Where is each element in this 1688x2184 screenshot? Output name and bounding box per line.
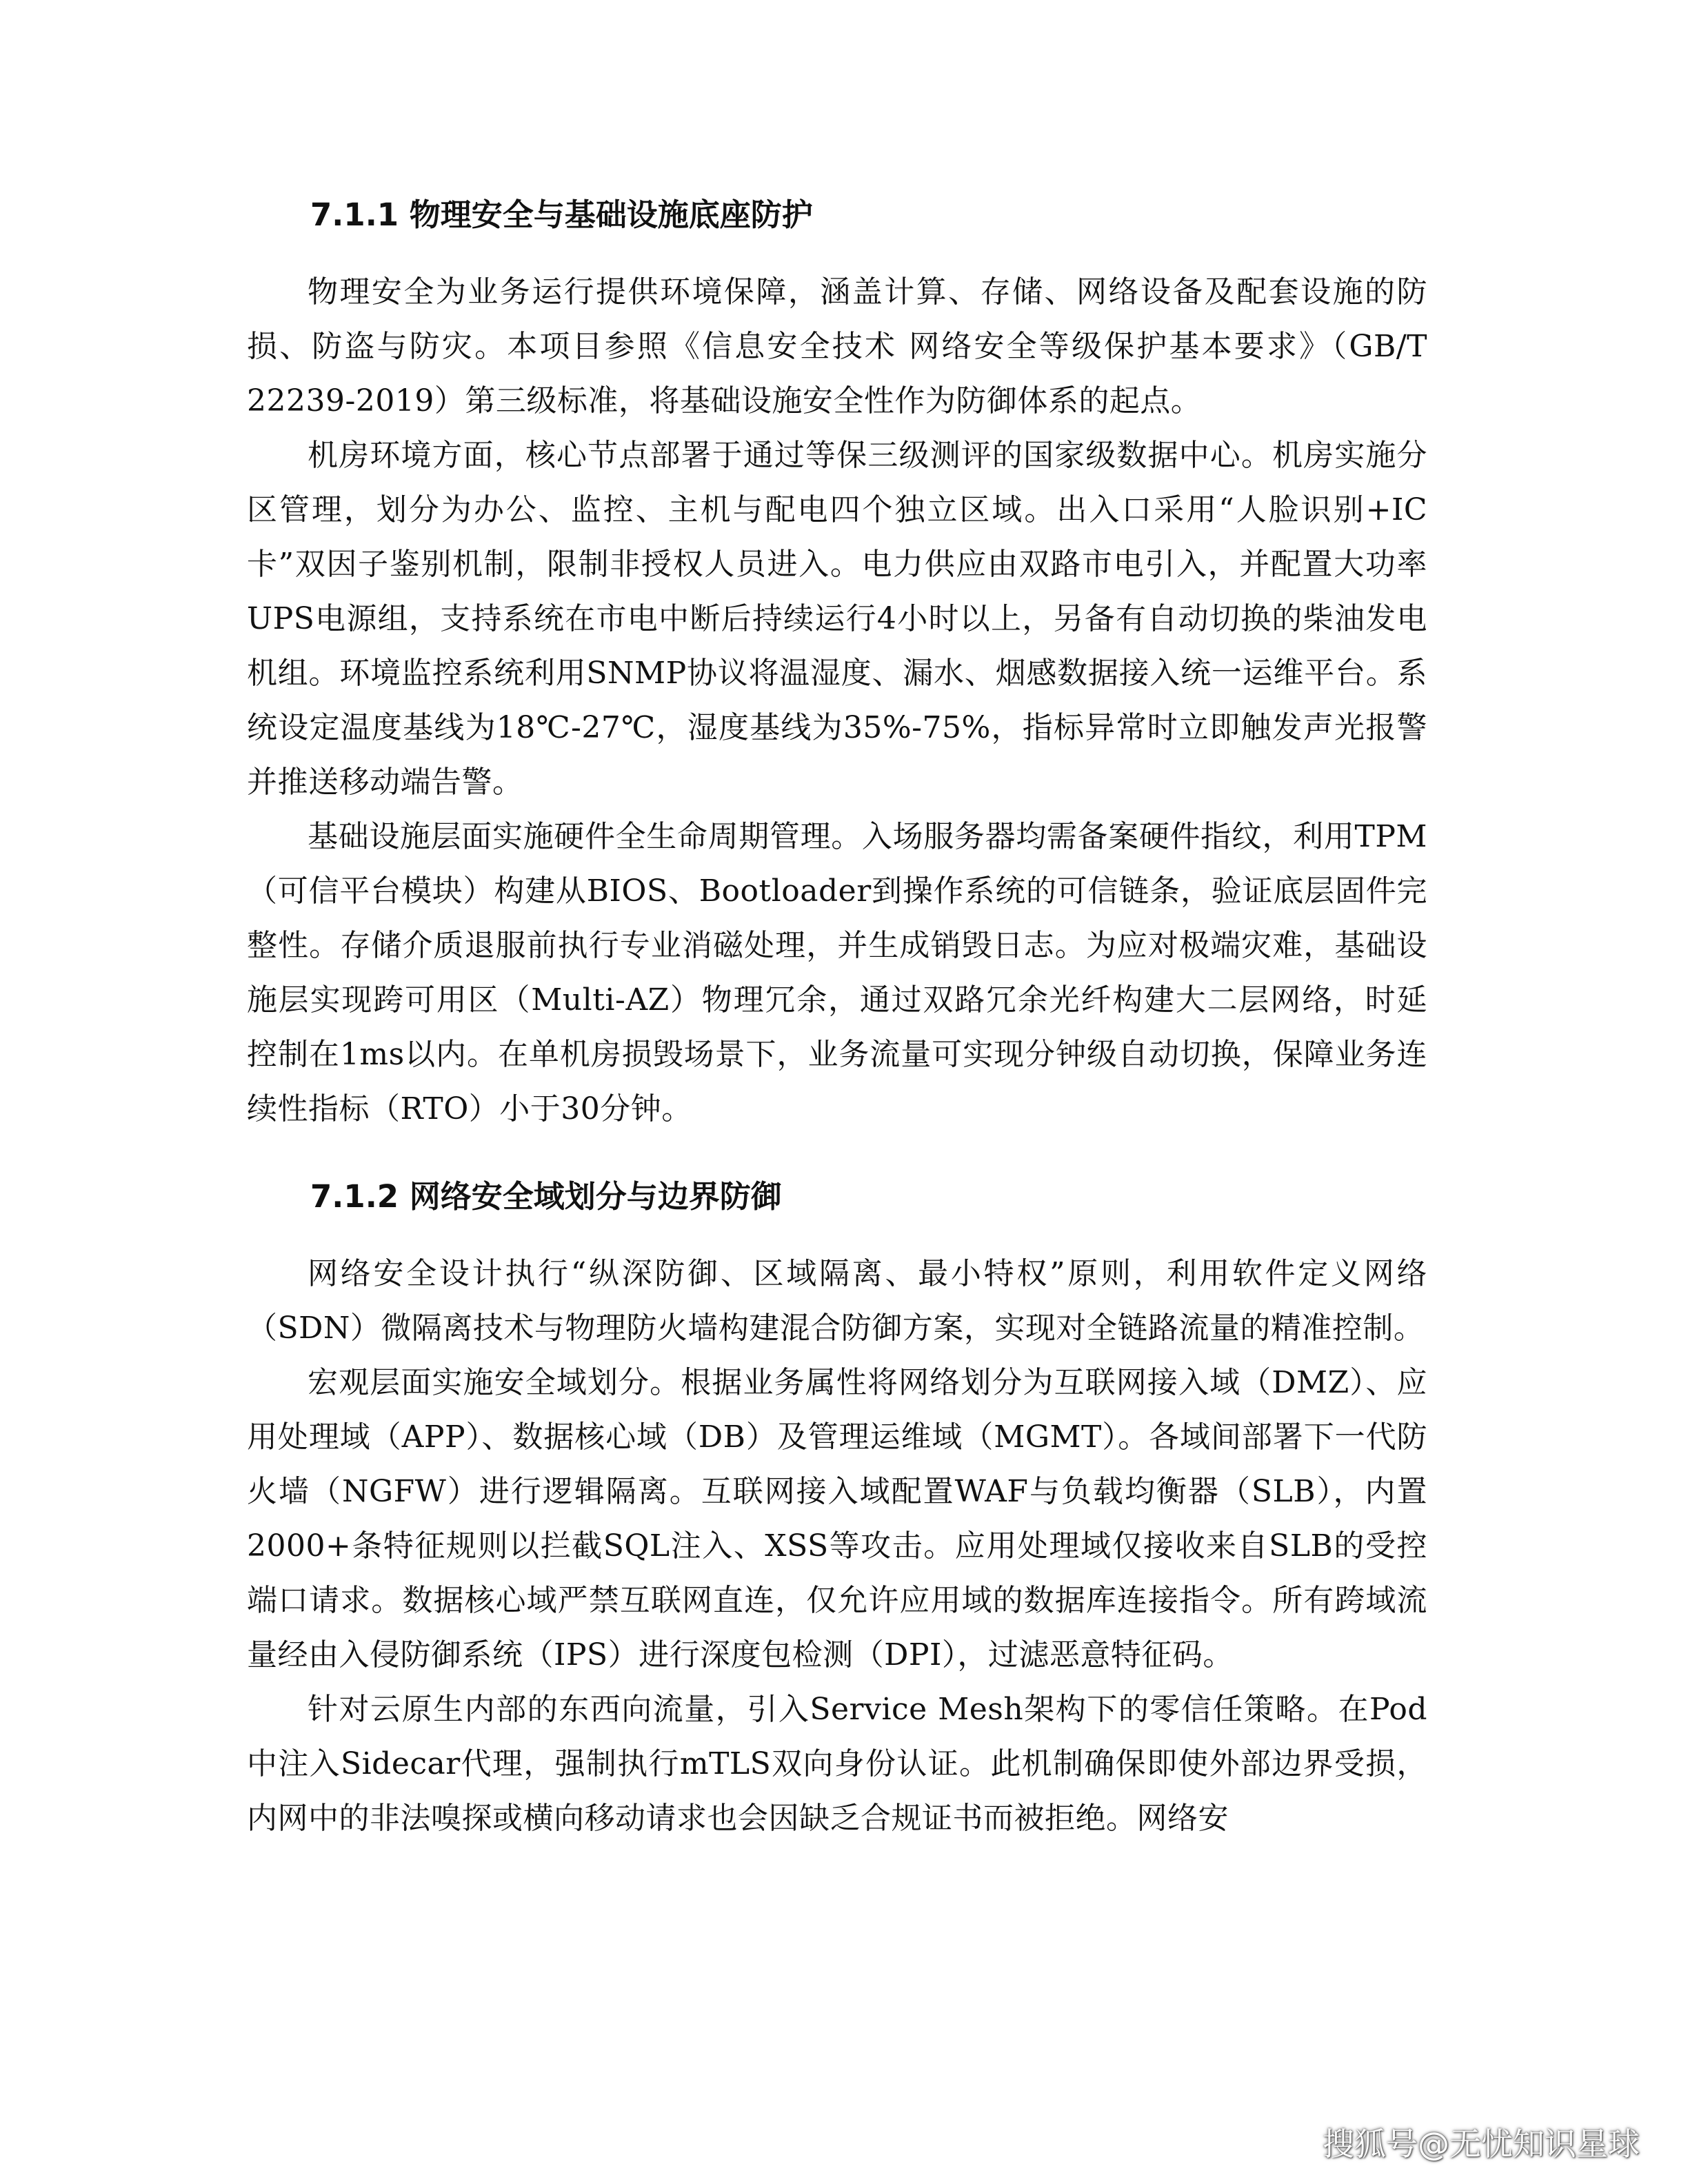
paragraph: 机房环境方面，核心节点部署于通过等保三级测评的国家级数据中心。机房实施分区管理，划分为办公、监控、主机与配电四个独立区域。出入口采用“人脸识别+IC卡”双因子鉴别机制，限制非授权人员进入。电力供应由双路市电引入，并配置大功率UPS电源组，支持系统在市电中断后持续运行4小时以上，另备有自动切换的柴油发电机组。环境监控系统利用SNMP协议将温湿度、漏水、烟感数据接入统一运维平台。系统设定温度基线为18℃-27℃，湿度基线为35%-75%，指标异常时立即触发声光报警并推送移动端告警。: [247, 438, 1427, 800]
section-heading-7-1-2: 7.1.2 网络安全域划分与边界防御: [310, 1178, 782, 1215]
paragraph: 基础设施层面实施硬件全生命周期管理。入场服务器均需备案硬件指纹，利用TPM（可信平台模块）构建从BIOS、Bootloader到操作系统的可信链条，验证底层固件完整性。存储介质退服前执行专业消磁处理，并生成销毁日志。为应对极端灾难，基础设施层实现跨可用区（Multi-AZ）物理冗余，通过双路冗余光纤构建大二层网络，时延控制在1ms以内。在单机房损毁场景下，业务流量可实现分钟级自动切换，保障业务连续性指标（RTO）小于30分钟。: [247, 819, 1427, 1126]
paragraph: 网络安全设计执行“纵深防御、区域隔离、最小特权”原则，利用软件定义网络（SDN）微隔离技术与物理防火墙构建混合防御方案，实现对全链路流量的精准控制。: [247, 1256, 1427, 1346]
paragraph: 物理安全为业务运行提供环境保障，涵盖计算、存储、网络设备及配套设施的防损、防盗与防灾。本项目参照《信息安全技术 网络安全等级保护基本要求》（GB/T 22239-2019）第三级标准，将基础设施安全性作为防御体系的起点。: [247, 274, 1427, 418]
paragraph: 宏观层面实施安全域划分。根据业务属性将网络划分为互联网接入域（DMZ）、应用处理域（APP）、数据核心域（DB）及管理运维域（MGMT）。各域间部署下一代防火墙（NGFW）进行逻辑隔离。互联网接入域配置WAF与负载均衡器（SLB），内置2000+条特征规则以拦截SQL注入、XSS等攻击。应用处理域仅接收来自SLB的受控端口请求。数据核心域严禁互联网直连，仅允许应用域的数据库连接指令。所有跨域流量经由入侵防御系统（IPS）进行深度包检测（DPI），过滤恶意特征码。: [247, 1365, 1427, 1672]
section-heading-7-1-1: 7.1.1 物理安全与基础设施底座防护: [310, 196, 813, 233]
paragraph: 针对云原生内部的东西向流量，引入Service Mesh架构下的零信任策略。在Pod中注入Sidecar代理，强制执行mTLS双向身份认证。此机制确保即使外部边界受损，内网中的非法嗅探或横向移动请求也会因缺乏合规证书而被拒绝。网络安: [247, 1692, 1427, 1836]
watermark-text: 搜狐号@无忧知识星球: [1323, 2125, 1640, 2163]
document-page: [247, 193, 1427, 1846]
